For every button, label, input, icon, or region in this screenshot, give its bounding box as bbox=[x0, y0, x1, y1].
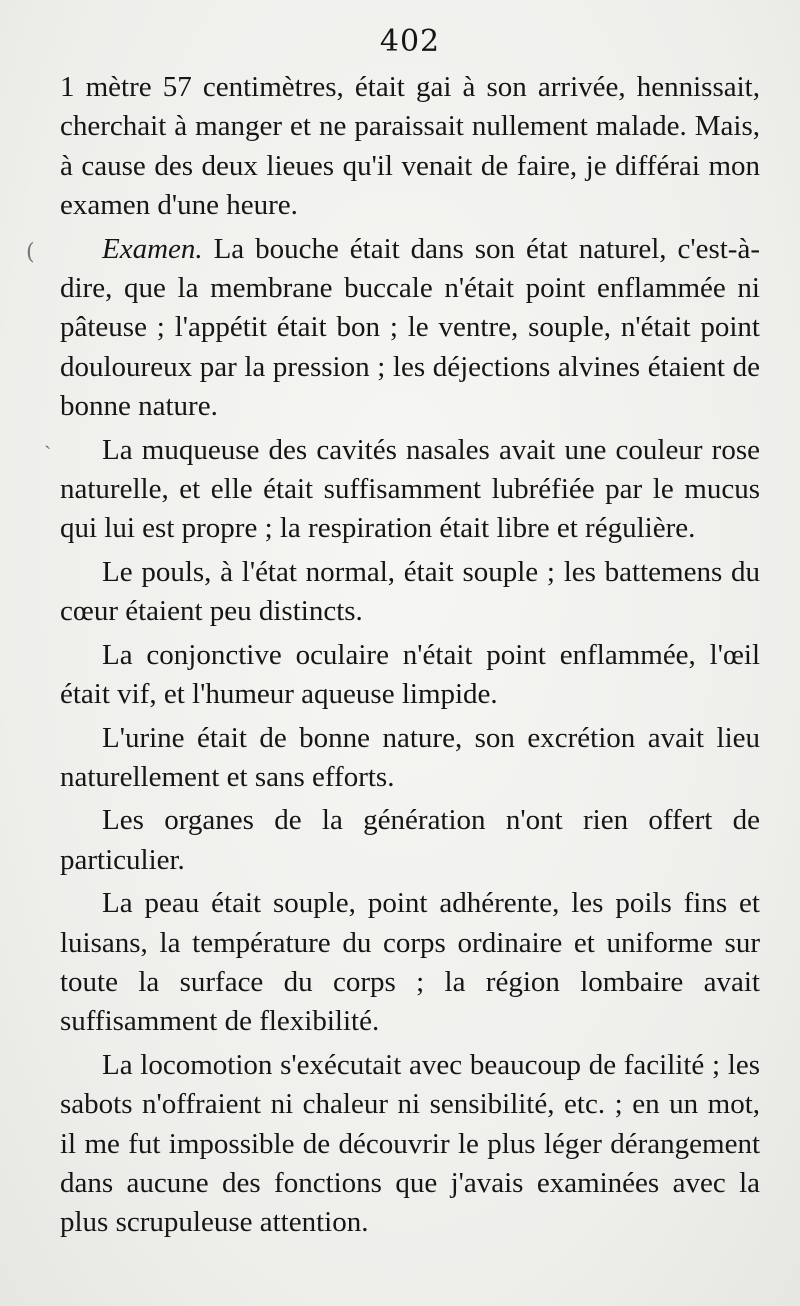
paragraph-9 bbox=[60, 1046, 760, 1243]
paragraph-6 bbox=[60, 719, 760, 798]
paragraph-5-text: La conjonctive oculaire n'était point enflammée, l'œil était vif, et l'humeur aqueuse limpide. bbox=[60, 638, 760, 711]
paragraph-2 bbox=[60, 230, 760, 427]
paragraph-4-text: Le pouls, à l'état normal, était souple ; les battemens du cœur étaient peu distincts. bbox=[60, 555, 760, 628]
paragraph-2-lead: Examen. bbox=[102, 232, 203, 265]
page-body bbox=[60, 68, 760, 1243]
margin-mark-comma: ˏ bbox=[44, 425, 52, 450]
paragraph-5 bbox=[60, 636, 760, 715]
paragraph-9-text: La locomotion s'exécutait avec beaucoup de facilité ; les sabots n'offraient ni chaleur ni sensibilité, etc. ; en un mot, il me fut impossible de découvrir le plus léger dérangement dans aucune des fonctions que j'avais examinées avec la plus scrupuleuse attention. bbox=[60, 1048, 760, 1239]
paragraph-6-text: L'urine était de bonne nature, son excrétion avait lieu naturellement et sans efforts. bbox=[60, 721, 760, 793]
paragraph-3 bbox=[60, 431, 760, 549]
paragraph-8-text: La peau était souple, point adhérente, les poils fins et luisans, la température du corps ordinaire et uniforme sur toute la surface du corps ; la région lombaire avait suffisamment de flexibilité. bbox=[60, 887, 760, 1038]
paragraph-8 bbox=[60, 884, 760, 1042]
page-number: 402 bbox=[379, 24, 441, 59]
paragraph-4 bbox=[60, 553, 760, 632]
paragraph-2-text: La bouche était dans son état naturel, c'est-à-dire, que la membrane buccale n'était point enflammée ni pâteuse ; l'appétit était bon ; le ventre, souple, n'était point douloureux par la pression ; les déjections alvines étaient de bonne nature. bbox=[60, 232, 760, 423]
margin-mark-parenthesis: ( bbox=[26, 240, 35, 265]
paragraph-1-text: 1 mètre 57 centimètres, était gai à son arrivée, hennissait, cherchait à manger et ne paraissait nullement malade. Mais, à cause des deux lieues qu'il venait de faire, je différai mon examen d'une heure. bbox=[60, 71, 760, 222]
paragraph-3-text: La muqueuse des cavités nasales avait une couleur rose naturelle, et elle était suffisamment lubréfiée par le mucus qui lui est propre ; la respiration était libre et régulière. bbox=[60, 433, 760, 545]
paragraph-1 bbox=[60, 68, 760, 226]
paragraph-7-text: Les organes de la génération n'ont rien offert de particulier. bbox=[60, 804, 760, 876]
paragraph-7 bbox=[60, 801, 760, 880]
